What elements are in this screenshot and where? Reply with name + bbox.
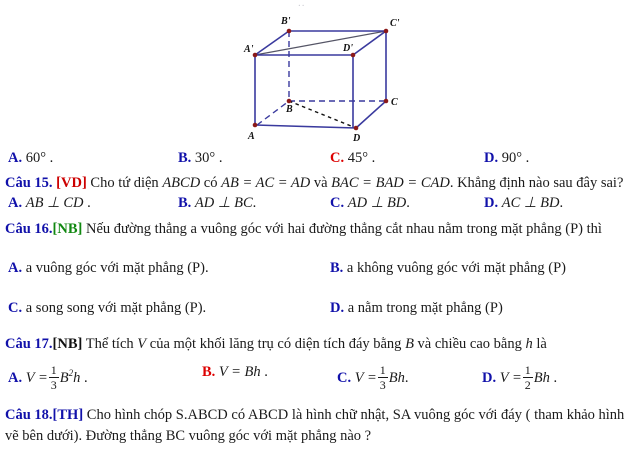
q16-option-b[interactable] [330,261,566,276]
q17-option-d[interactable] [482,365,557,392]
q18-line-1: Cho hình chóp S.ABCD có ABCD là hình chữ nhật, SA vuông góc với đáy ( tham khảo hình [86,407,625,423]
q17-option-d-after: Bh [533,369,550,386]
question-16-stem [5,221,602,238]
q15-option-b-tail: . [252,195,257,211]
q16-option-c[interactable] [8,301,206,316]
q14-option-a-letter: A. [8,150,23,166]
q14-option-b-letter: B. [178,150,192,166]
q15-option-b[interactable] [178,196,256,211]
label-D: D [353,133,361,144]
q18-number: Câu 18. [5,407,53,423]
q14-option-d[interactable] [484,151,529,166]
base-diagonal-dotted [289,101,356,128]
q15-option-b-math: AD ⊥ BC [194,195,253,211]
q14-option-b-text: 30° . [194,150,223,166]
q15-option-a-tail: . [83,195,91,211]
q16-option-b-text: a không vuông góc với mặt phẳng (P) [346,260,567,276]
q17-option-d-denominator: 2 [524,378,531,392]
q17-text-3: và chiều cao bằng [413,336,526,352]
q15-option-a-math: AB ⊥ CD [25,195,84,211]
question-18-stem-line-2 [5,427,631,447]
q16-option-c-text: a song song với mặt phẳng (P). [25,300,207,316]
q15-option-d-math: AC ⊥ BD [501,195,560,211]
q16-option-a-letter: A. [8,260,23,276]
q17-option-a-tail: . [80,369,88,386]
q17-option-a-lead: V = [25,369,48,386]
q17-option-c-after: Bh [388,369,405,386]
q15-option-d-tail: . [559,195,564,211]
q17-option-c[interactable] [337,365,408,392]
q14-option-d-text: 90° . [501,150,530,166]
q15-option-c-math: AD ⊥ BD [347,195,407,211]
question-18-stem-line-1 [5,406,631,426]
q17-option-c-denominator: 3 [379,378,386,392]
label-B-prime: B' [281,16,291,27]
q15-number: Câu 15. [5,175,53,191]
box-figure-svg [243,2,418,144]
q17-option-a-exponent: 2 [68,368,74,378]
q16-option-d-text: a nằm trong mặt phẳng (P) [347,300,503,316]
q17-option-d-fraction [523,364,533,391]
q14-option-a-text: 60° . [25,150,54,166]
q14-option-b[interactable] [178,151,222,166]
q15-math-3: BAC = BAD = CAD [331,175,450,191]
q17-text-4: là [532,336,547,352]
q15-math-1: ABCD [162,175,201,191]
q17-option-a-denominator: 3 [50,378,57,392]
q17-option-a-fraction [49,364,59,391]
q17-option-a-after2: h [73,369,81,386]
q18-line-2: vẽ bên dưới). Đường thẳng BC vuông góc với mặt phẳng nào ? [5,428,372,444]
q17-option-b-tail: . [260,364,268,380]
label-B: B [286,104,293,115]
question-15-stem [5,175,623,192]
q16-option-b-letter: B. [330,260,344,276]
q17-text-1: Thể tích [85,336,138,352]
q17-option-d-lead: V = [499,369,522,386]
q17-option-a-numerator: 1 [50,363,57,377]
q17-option-a[interactable] [8,365,88,392]
q16-tag: [NB] [52,221,83,237]
q17-option-a-letter: A. [8,369,23,386]
q15-option-a[interactable] [8,196,91,211]
q17-option-b-lead: V = Bh [218,364,261,380]
q17-option-d-letter: D. [482,369,497,386]
label-C: C [391,97,398,108]
q17-math-1: V [137,336,147,352]
q16-option-c-letter: C. [8,300,23,316]
q14-option-a[interactable] [8,151,53,166]
label-A: A [248,131,255,142]
q17-option-c-tail: . [404,369,409,386]
top-diagonal-A-prime-C-prime [255,31,386,55]
q15-text-4: . Khẳng định nào sau đây sai? [449,175,624,191]
q17-option-b-letter: B. [202,364,216,380]
q17-tag: [NB] [52,336,83,352]
q15-option-c[interactable] [330,196,410,211]
label-C-prime: C' [390,18,400,29]
q15-math-2: AB = AC = AD [221,175,311,191]
q15-tag: [VD] [56,175,87,191]
q16-number: Câu 16. [5,221,53,237]
q16-option-a[interactable] [8,261,209,276]
q15-option-c-letter: C. [330,195,345,211]
q17-text-2: của một khối lăng trụ có diện tích đáy bằng [146,336,406,352]
q17-option-a-after: B [59,369,69,386]
q17-option-c-lead: V = [354,369,377,386]
box-figure [243,2,418,144]
q15-option-a-letter: A. [8,195,23,211]
visible-edges [255,31,386,128]
q15-text-1: Cho tứ diện [90,175,163,191]
label-D-prime: D' [343,43,353,54]
q17-option-c-fraction [378,364,388,391]
faint-top-artifact: .. [298,0,306,9]
q14-option-c-letter: C. [330,150,345,166]
q16-option-a-text: a vuông góc với mặt phẳng (P). [25,260,209,276]
q14-option-c[interactable] [330,151,375,166]
q17-option-c-numerator: 1 [379,363,386,377]
q15-option-d-letter: D. [484,195,499,211]
q15-option-c-tail: . [406,195,410,211]
q15-option-b-letter: B. [178,195,192,211]
q17-math-3: h [525,336,533,352]
q15-option-d[interactable] [484,196,563,211]
q17-math-2: B [405,336,414,352]
q17-number: Câu 17. [5,336,53,352]
q17-option-b[interactable] [202,365,268,380]
question-17-stem [5,336,547,353]
q16-text: Nếu đường thẳng a vuông góc với hai đường thẳng cắt nhau nằm trong mặt phẳng (P) thì [85,221,602,237]
q17-option-d-numerator: 1 [524,363,531,377]
q17-option-d-tail: . [549,369,558,386]
q15-text-3: và [310,175,332,191]
q14-option-c-text: 45° . [347,150,376,166]
q15-text-2: có [200,175,222,191]
q17-option-c-letter: C. [337,369,352,386]
q16-option-d-letter: D. [330,300,345,316]
q14-option-d-letter: D. [484,150,499,166]
q18-tag: [TH] [52,407,84,423]
label-A-prime: A' [244,44,254,55]
q16-option-d[interactable] [330,301,503,316]
